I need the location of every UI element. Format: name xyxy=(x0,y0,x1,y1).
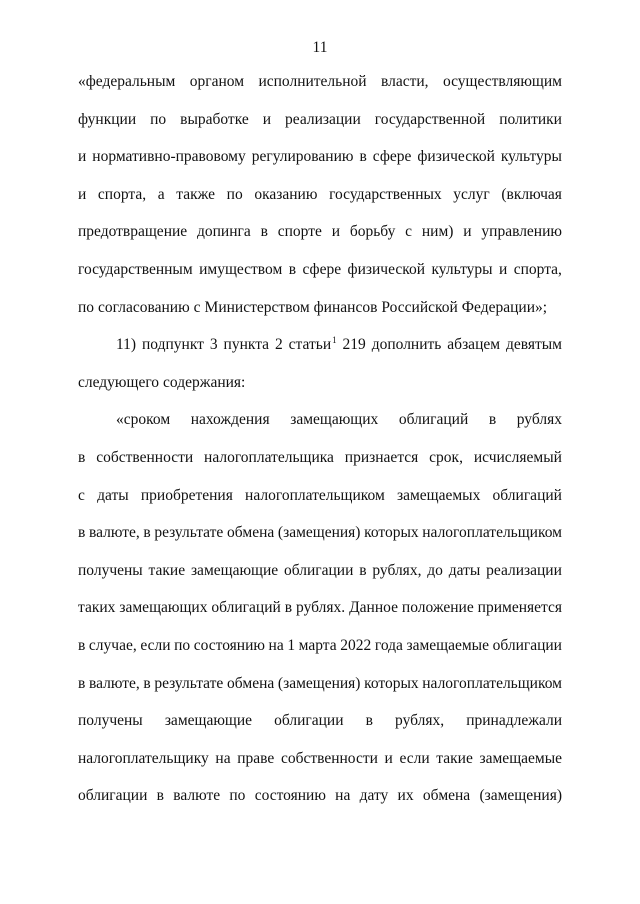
word: 219 xyxy=(342,336,366,354)
word: облигации xyxy=(283,561,354,579)
word: которых xyxy=(364,524,419,542)
word: с xyxy=(78,486,85,504)
word: (замещения) xyxy=(277,674,361,692)
word: даты xyxy=(97,486,129,504)
word: пункта xyxy=(223,336,270,354)
word: на xyxy=(268,636,284,654)
word: на xyxy=(335,787,351,805)
text-line xyxy=(78,335,562,373)
word: замещающие xyxy=(164,712,253,730)
text-line xyxy=(78,561,562,599)
word: в xyxy=(288,260,297,278)
word: с xyxy=(193,298,201,316)
word: облигаций xyxy=(398,411,469,429)
text-line xyxy=(78,786,562,824)
word: таких xyxy=(78,599,116,617)
word: марта xyxy=(298,636,337,654)
word: сфере xyxy=(302,260,342,278)
word: управлению xyxy=(481,223,562,241)
text-line xyxy=(78,72,562,110)
text-line xyxy=(78,448,562,486)
word: Федерации»; xyxy=(461,298,548,316)
word: «сроком xyxy=(116,411,171,429)
word: 11) xyxy=(116,336,137,354)
word: исчисляемый xyxy=(473,448,562,466)
word: замещаемые xyxy=(479,749,562,767)
word: облигации xyxy=(78,787,148,805)
word: реализации xyxy=(285,110,361,128)
word: которых xyxy=(364,674,419,692)
word: получены xyxy=(78,712,143,730)
word: положение xyxy=(401,599,474,617)
word: допинга xyxy=(197,223,251,241)
text-line xyxy=(78,749,562,787)
word: принадлежали xyxy=(466,712,562,730)
word: состоянию xyxy=(193,636,265,654)
word: на xyxy=(215,749,231,767)
word: Министерством xyxy=(204,298,310,316)
word: налогоплательщику xyxy=(78,749,209,767)
word: спорта, xyxy=(513,260,562,278)
page-number: 11 xyxy=(312,39,328,56)
word: культуры xyxy=(500,148,562,166)
word: Данное xyxy=(349,599,398,617)
word: девятым xyxy=(505,336,562,354)
text-line xyxy=(78,110,562,148)
word: обмена xyxy=(226,674,275,692)
word: в xyxy=(78,636,86,654)
word: рублях xyxy=(516,411,562,429)
word: и xyxy=(78,185,87,203)
word: «федеральным xyxy=(78,73,176,90)
word: замещающих xyxy=(290,411,379,429)
word: абзацем xyxy=(447,336,501,354)
word: выработке xyxy=(180,110,249,128)
word: 2022 xyxy=(340,636,372,654)
word: нормативно-правовому xyxy=(92,148,246,166)
text-line xyxy=(78,260,562,298)
word: облигаций xyxy=(211,599,281,617)
word: и xyxy=(463,223,472,241)
word: спорте xyxy=(277,223,322,241)
word: рублях. xyxy=(296,599,346,617)
word: налогоплательщика xyxy=(204,448,334,466)
word: результате xyxy=(154,524,224,542)
text-line xyxy=(78,711,562,749)
word: физической xyxy=(417,148,495,166)
word: и xyxy=(384,749,393,767)
word: статьи$^1$ xyxy=(288,335,337,354)
word: нахождения xyxy=(190,411,270,429)
word: услуг xyxy=(453,185,490,203)
word: финансов xyxy=(313,298,378,316)
word: в xyxy=(359,561,367,579)
word: по xyxy=(174,636,191,654)
word: если xyxy=(399,749,430,767)
word: даты xyxy=(448,561,481,579)
text-line xyxy=(78,373,562,411)
word: такие xyxy=(148,561,186,579)
word: содержания: xyxy=(163,373,246,391)
word: регулированию xyxy=(251,148,354,166)
word: приобретения xyxy=(140,486,233,504)
word: борьбу xyxy=(349,223,396,241)
text-line xyxy=(78,185,562,223)
word: случае, xyxy=(88,636,137,654)
word: согласованию xyxy=(98,298,190,316)
word: 3 xyxy=(209,336,218,354)
word: рублях, xyxy=(372,561,422,579)
word: валюте, xyxy=(88,674,140,692)
word: спорта, xyxy=(97,185,147,203)
word: и xyxy=(78,148,87,166)
word: замещаемых xyxy=(396,486,481,504)
word: 1 xyxy=(287,636,296,654)
word: их xyxy=(397,787,414,805)
word: признается xyxy=(344,448,419,466)
word: валюте xyxy=(173,787,221,805)
text-line xyxy=(78,486,562,524)
text-line xyxy=(78,636,562,674)
word: результате xyxy=(154,674,224,692)
word: культуры xyxy=(431,260,493,278)
word: сфере xyxy=(372,148,412,166)
word: по xyxy=(78,298,95,316)
word: применяется xyxy=(477,599,562,617)
word: (замещения) xyxy=(479,787,562,805)
word: по xyxy=(226,185,243,203)
word: в xyxy=(260,223,268,241)
word: в xyxy=(78,674,86,692)
word: замещающие xyxy=(190,561,279,579)
word: в xyxy=(365,712,373,730)
text-line xyxy=(78,523,562,561)
word: облигаций xyxy=(492,486,562,504)
word: (включая xyxy=(501,185,562,203)
word: если xyxy=(140,636,171,654)
word: замещаемые xyxy=(406,636,489,654)
word: с xyxy=(405,223,413,241)
word: исполнительной xyxy=(258,73,367,90)
word: рублях, xyxy=(395,712,445,730)
word: (замещения) xyxy=(277,524,361,542)
word: также xyxy=(176,185,216,203)
word: ним) xyxy=(421,223,454,241)
word: праве xyxy=(237,749,275,767)
word: в xyxy=(143,674,151,692)
word: государственным xyxy=(78,260,193,278)
word: облигации xyxy=(492,636,562,654)
word: власти, xyxy=(380,73,429,90)
word: в xyxy=(78,524,86,542)
word: налогоплательщиком xyxy=(422,524,562,542)
word: в xyxy=(78,448,86,466)
word: состоянию xyxy=(254,787,326,805)
word: по xyxy=(229,787,246,805)
word: и xyxy=(331,223,340,241)
word: налогоплательщиком xyxy=(245,486,385,504)
word: облигации xyxy=(274,712,344,730)
word: обмена xyxy=(422,787,471,805)
word: государственных xyxy=(329,185,442,203)
word: Российской xyxy=(381,298,458,316)
word: дополнить xyxy=(371,336,442,354)
word: в xyxy=(156,787,164,805)
word: и xyxy=(262,110,272,128)
word: собственности xyxy=(280,749,378,767)
word: органом xyxy=(189,73,245,90)
word: следующего xyxy=(78,373,160,391)
word: в xyxy=(359,148,367,166)
word: физической xyxy=(347,260,426,278)
word: дату xyxy=(359,787,389,805)
word: функции xyxy=(78,110,137,128)
word: предотвращение xyxy=(78,223,188,241)
text-line xyxy=(78,598,562,636)
word: такие xyxy=(436,749,473,767)
word: получены xyxy=(78,561,143,579)
word: государственной xyxy=(374,110,486,128)
text-line xyxy=(78,674,562,712)
word: реализации xyxy=(486,561,562,579)
word: 2 xyxy=(274,336,283,354)
text-line xyxy=(78,298,562,336)
text-line xyxy=(78,147,562,185)
word: налогоплательщиком xyxy=(422,674,562,692)
word: по xyxy=(150,110,167,128)
word: имуществом xyxy=(199,260,283,278)
word: оказанию xyxy=(254,185,318,203)
text-line xyxy=(78,410,562,448)
word: обмена xyxy=(226,524,275,542)
text-line xyxy=(78,222,562,260)
word: в xyxy=(143,524,151,542)
word: собственности xyxy=(96,448,194,466)
word: осуществляющим xyxy=(442,73,562,90)
document-body xyxy=(78,72,562,824)
word: в xyxy=(284,599,293,617)
word: в xyxy=(488,411,497,429)
word: валюте, xyxy=(88,524,140,542)
word: замещающих xyxy=(119,599,208,617)
word: года xyxy=(374,636,403,654)
word: и xyxy=(499,260,508,278)
word: подпункт xyxy=(142,336,204,354)
word: а xyxy=(157,185,165,203)
word: политики xyxy=(499,110,562,128)
word: срок, xyxy=(429,448,463,466)
superscript: 1 xyxy=(332,335,337,345)
word: до xyxy=(427,561,443,579)
